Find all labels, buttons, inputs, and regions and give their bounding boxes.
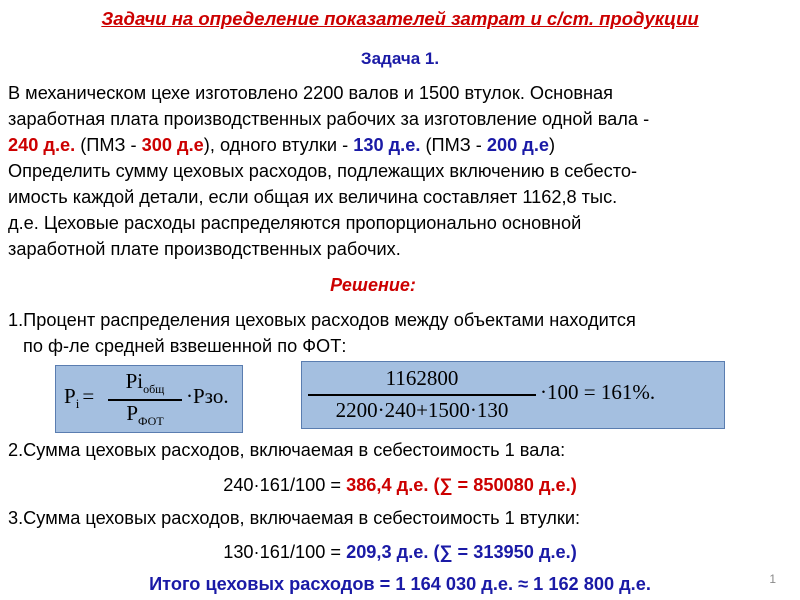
formula-percentage-calc xyxy=(301,361,725,429)
solution-label: Решение: xyxy=(330,275,416,295)
problem-line: Определить сумму цеховых расходов, подлежащих включению в себесто- xyxy=(8,161,638,181)
slide-number: 1 xyxy=(769,572,776,586)
problem-text: ) xyxy=(549,135,556,155)
problem-line: В механическом цехе изготовлено 2200 валов и 1500 втулок. Основная xyxy=(8,83,613,103)
formula-weighted-average xyxy=(55,365,243,433)
problem-text: (ПМЗ - xyxy=(75,135,142,155)
step-2-calc xyxy=(0,475,800,496)
calc-expression: 240·161/100 = xyxy=(223,475,347,495)
fraction-bar xyxy=(308,394,536,396)
formula-numerator: 1162800 xyxy=(385,366,459,390)
formula-tail: ·Pзо. xyxy=(186,384,229,408)
calc-result: 386,4 д.е. (∑ = 850080 д.е.) xyxy=(346,475,577,495)
bushing-wage-value: 130 д.е. xyxy=(353,135,421,155)
formula-numerator: $Pi_{общ}$ xyxy=(125,369,165,397)
total-line: Итого цеховых расходов = 1 164 030 д.е. ≈ 1 162 800 д.е. xyxy=(149,574,651,594)
formula-denominator: 2200·240+1500·130 xyxy=(335,398,509,422)
problem-line: заработная плата производственных рабочих за изготовление одной вала - xyxy=(8,109,650,129)
formula-denominator: $P_{ФОТ}$ xyxy=(126,401,164,429)
calc-result: 209,3 д.е. (∑ = 313950 д.е.) xyxy=(346,542,577,562)
slide-title: Задачи на определение показателей затрат и с/ст. продукции xyxy=(101,8,699,29)
step-1-line: 1.Процент распределения цеховых расходов между объектами находится xyxy=(8,310,636,330)
formula-lhs: $P_i$ = xyxy=(64,384,95,412)
problem-line: имость каждой детали, если общая их величина составляет 1162,8 тыс. xyxy=(8,187,618,207)
problem-text: ), одного втулки - xyxy=(203,135,354,155)
problem-statement xyxy=(8,80,796,262)
step-3-calc xyxy=(0,542,800,563)
step-1-line: по ф-ле средней взвешенной по ФОТ: xyxy=(23,336,347,356)
problem-text: (ПМЗ - xyxy=(420,135,487,155)
step-3-text: 3.Сумма цеховых расходов, включаемая в себестоимость 1 втулки: xyxy=(8,508,581,528)
problem-line: заработной плате производственных рабочих. xyxy=(8,239,401,259)
shaft-wage-value: 240 д.е. xyxy=(8,135,76,155)
step-1 xyxy=(8,307,796,359)
problem-line: д.е. Цеховые расходы распределяются пропорционально основной xyxy=(8,213,582,233)
shaft-pmz-value: 300 д.е xyxy=(141,135,204,155)
problem-line xyxy=(8,132,796,158)
task-label: Задача 1. xyxy=(360,49,440,68)
step-2-text: 2.Сумма цеховых расходов, включаемая в себестоимость 1 вала: xyxy=(8,440,566,460)
bushing-pmz-value: 200 д.е xyxy=(486,135,549,155)
calc-expression: 130·161/100 = xyxy=(223,542,347,562)
formula-result: ·100 = 161%. xyxy=(540,380,656,404)
